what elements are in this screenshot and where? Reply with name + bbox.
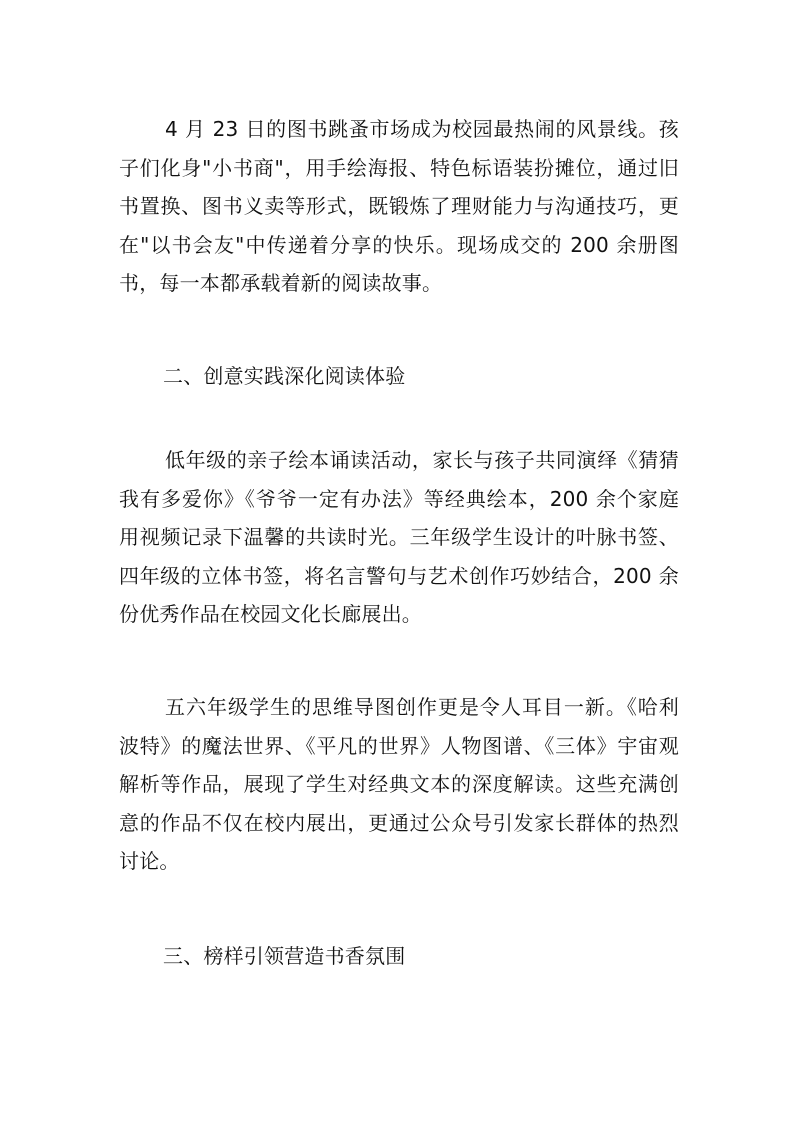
paragraph-picture-book-and-bookmarks: 低年级的亲子绘本诵读活动，家长与孩子共同演绎《猜猜我有多爱你》《爷爷一定有办法》等经典绘本，200 余个家庭用视频记录下温馨的共读时光。三年级学生设计的叶脉书签、四年级的立体书签，将名言警句与艺术创作巧妙结合，200 余份优秀作品在校园文化长廊展出。 bbox=[119, 448, 679, 627]
paragraph-book-flea-market: 4 月 23 日的图书跳蚤市场成为校园最热闹的风景线。孩子们化身"小书商"，用手绘海报、特色标语装扮摊位，通过旧书置换、图书义卖等形式，既锻炼了理财能力与沟通技巧，更在"以书会友"中传递着分享的快乐。现场成交的 200 余册图书，每一本都承载着新的阅读故事。 bbox=[119, 117, 679, 296]
section-heading-role-models: 三、榜样引领营造书香氛围 bbox=[163, 944, 406, 968]
section-heading-creative-practice: 二、创意实践深化阅读体验 bbox=[163, 364, 406, 388]
paragraph-mind-map-creation: 五六年级学生的思维导图创作更是令人耳目一新。《哈利波特》的魔法世界、《平凡的世界》人物图谱、《三体》宇宙观解析等作品，展现了学生对经典文本的深度解读。这些充满创意的作品不仅在校内展出，更通过公众号引发家长群体的热烈讨论。 bbox=[119, 695, 679, 874]
